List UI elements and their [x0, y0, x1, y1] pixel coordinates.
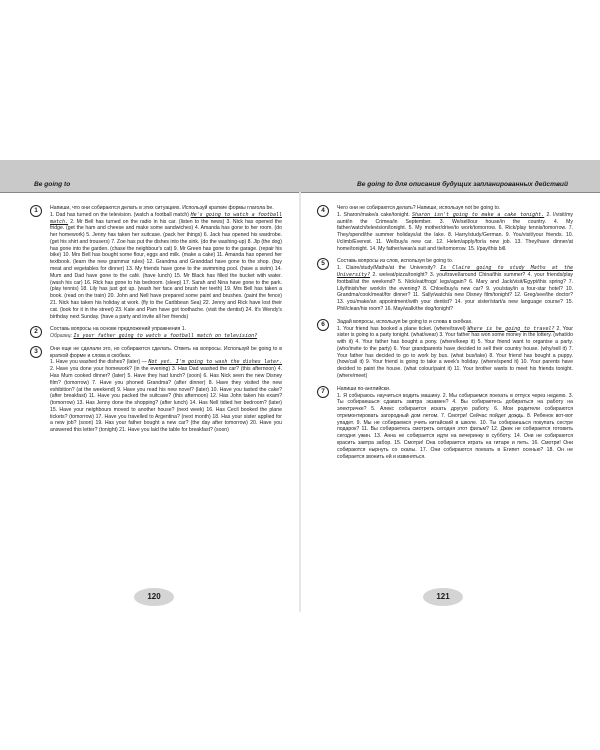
exercise-number-badge: 2 — [30, 326, 42, 338]
exercise-5 — [317, 258, 573, 312]
right-page-column — [317, 205, 573, 466]
exercise-text: 1. Have you washed the dishes? (later) — Not yet. I'm going to wash the dishes later. 2. Have you done your homework? (in the evening) 3. Has Dad washed the car? (this afternoon) 4. Has Mum cooked dinner? (later) 5. Have they had lunch? (soon) 6. Has Nick seen the new Disney film? (tomorrow) 7. Have you phoned Grandma? (after dinner) 8. Have they visited the new exhibition? (at the weekend) 9. Have you read his new novel? (later) 10. Have you tasted the cake? (after breakfast) 11. Have you packed the suitcase? (this afternoon) 12. Has John taken his exam? (tomorrow) 13. Has Jenny done the shopping? (after lunch) 14. Has Nell tidied her bedroom? (later) 15. Have your neighbours moved to another house? (next week) 16. Has Cecil booked the plane tickets? (tomorrow) 17. Have you travelled to Argentina? (next month) 18. Has your sister applied for a new job? (soon) 19. Has your father bought a new car? (the day after tomorrow) 20. Have you answered this letter? (tonight) 21. Have you laid the table for breakfast? (soon) — [50, 359, 283, 434]
exercise-number-badge: 7 — [317, 386, 329, 398]
handwritten-answer: Not yet. I'm going to wash the dishes later. — [148, 359, 283, 366]
page-number-left: 120 — [134, 588, 174, 606]
left-page-column — [30, 205, 282, 440]
exercise-instructions: Напиши по-английски. — [337, 385, 391, 392]
handwritten-answer: Is Claire going to study Maths at the University? — [337, 265, 573, 279]
exercise-4 — [317, 205, 573, 252]
exercise-text: 1. Я собираюсь научиться водить машину. 2. Мы собираемся поехать в отпуск через неделю. 3. Ты собираешься сдавать завтра экзамен? 4. Вы собираетесь добираться на работу на электричке? 5. Алекс собирается искать другую работу. 6. Мои родители собираются отремонтировать загородный дом летом. 7. Смотри! Сейчас пойдет дождь. 8. Ребенок вот-вот упадет. 9. Мы не собираемся учить китайский в школе. 10. Ты собираешься покупать сестре подарок? 11. Вы собираетесь смотреть сегодня этот фильм? 12. Джек не собирается готовить сегодня ужин. 13. Анна не собирается идти на вечеринку в субботу. 14. Они не собираются красить завтра забор. 15. Смотри! Она собирается играть на гитаре и петь. 16. Смотри! Они собираются нырнуть со скалы. 17. Они собираются поехать в Египет осенью? 18. Он не собирается звонить ей и извиняться. — [337, 392, 573, 460]
exercise-number-badge: 4 — [317, 205, 329, 217]
sample-label: Образец: — [50, 333, 74, 340]
exercise-text: 1. Claire/study/Maths/at the University? Is Claire going to study Maths at the University? 2. we/eat/pizza/tonight? 3. you/travel/around China/this summer? 4. your friends/play football/at the weekend? 5. Nick/eat/frogs' legs/again? 6. Mary and Jack/visit/Egypt/this spring? 7. Lily/finish/her work/in the evening? 8. Chloe/buy/a new car? 9. you/stay/in a four-star hotel? 10. Grandma/cook/meat/for dinner? 11. Sally/watch/a new Disney film/tonight? 12. Greg/see/the doctor? 13. you/make/an appointment/with your dentist? 14. your sister/start/a new language course? 15. Phil/clean/his room? 16. May/walk/the dog/tonight? — [337, 265, 573, 312]
exercise-instructions: Задай вопросы, используя be going to и слова в скобках. — [337, 318, 473, 325]
exercise-number-badge: 1 — [30, 205, 42, 217]
exercise-sample — [50, 333, 282, 340]
exercise-number-badge: 3 — [30, 346, 42, 358]
exercise-text: 1. Your friend has booked a plane ticket. (where/travel) Where is he going to travel? 2. Your sister is going to a party tonight. (what/wear) 3. Your father has won some money in the lottery. (what/do with it) 4. Your father has bought a pony. (where/keep it) 5. Your friend want to organise a party. (who/invite to the party) 6. Your grandparents have decided to sell their country house. (why/sell it) 7. Your father has decided to go to work by bus. (what bus/take) 8. Your friend has bought a puppy. (how/call it) 9. Your friend is going to take a week's holiday. (where/spend it) 10. Your parents have decided to paint the house. (what colour/paint it) 11. Your brother wants to meet his friends tonight. (where/meet) — [337, 325, 574, 379]
exercise-3 — [30, 346, 282, 434]
exercise-instructions: Напиши, что они собираются делать в этих ситуациях. Используй краткие формы глагола be. — [50, 205, 274, 211]
handwritten-answer: Sharon isn't going to make a cake tonight. — [412, 211, 545, 218]
left-page-header: Be going to — [34, 181, 71, 188]
exercise-instructions: Составь вопросы из слов, используя be going to. — [337, 258, 454, 265]
exercise-text: 1. Sharon/make/a cake/tonight. Sharon isn't going to make a cake tonight. 2. I/visit/my aunt/in the Crimea/in September. 3. We/sell/our house/in the country. 4. My father/watch/television/tonight. 5. My mother/drive/to work/tomorrow. 6. Rick/play tennis/tomorrow. 7. They/spend/the summer holidays/at the lake. 8. Harry/study/German. 9. You/visit/your friends. 10. I/climb/Everest. 11. We/buy/a new car. 12. Helen/apply/for/a new job. 13. They/have dinner/at home/tonight. 14. My father/wear/a suit and tie/tomorrow. 15. I/pay/this bill. — [337, 211, 573, 252]
handwritten-answer: Where is he going to travel? — [467, 325, 555, 332]
exercise-6 — [317, 319, 573, 380]
exercise-2 — [30, 326, 282, 340]
exercise-text: 1. Dad has turned on the television. (watch a football match) He's going to watch a football match. 2. Mr Bell has turned on the radio in his car. (listen to the news) 3. Nick has opened the fridge. (get the ham and cheese and make some sandwiches) 4. Amanda has gone to her room. (do her homework) 5. Jenny has taken her suitcase. (pack her things) 6. Jack has opened his wardrobe. (get his shirt and trousers) 7. Zoe has put the dishes into the sink. (do the washing-up) 8. Jip (the dog) has gone into the garden. (chase the neighbour's cat) 9. Mr Green has gone to the garage. (repair his bike) 10. Mrs Bell has bought some flour, eggs and milk. (make a cake) 11. Amanda has opened her textbook. (learn the new grammar rules) 12. Grandma and Granddad have gone to the shop. (buy meat and vegetables for dinner) 13. My friends have gone to the swimming pool. (have a swim) 14. Mum and Dad have gone to the café. (have lunch) 15. Mr Black has filled the bucket with water. (wash his car) 16. Rick has gone to his bedroom. (sleep) 17. Sarah and Nina have gone to the park. (play tennis) 18. Lily has just got up. (wash her face and brush her teeth) 19. Mrs Bell has taken a book. (read on the train) 20. John and Nell have prepared some paint and brushes. (paint the fence) 21. Nick has taken his holiday at work. (fly to the Caribbean Sea) 22. Jenny and Rick have lost their cat. (look for it in the street) 23. Kate and Pam have got toothache. (visit the dentist) 24. It's Wendy's birthday next Sunday. (have a party and invite all her friends) — [50, 211, 282, 320]
page-number-right: 121 — [423, 588, 463, 606]
exercise-number-badge: 5 — [317, 258, 329, 270]
handwritten-answer: He's going to watch a football match. — [50, 211, 282, 225]
exercise-1 — [30, 205, 282, 320]
right-page-header: Be going to для описания будущих запланированных действий — [356, 181, 568, 188]
handwritten-answer: Is your father going to watch a football match on television? — [73, 333, 258, 340]
book-gutter — [299, 192, 301, 612]
exercise-instructions: Чего они не собираются делать? Напиши, используя not be going to. — [337, 205, 501, 211]
exercise-instructions: Они еще не сделали это, но собираются сделать. Ответь на вопросы. Используй be going to в краткой форме и слова в скобках. — [50, 345, 282, 359]
exercise-instructions: Составь вопросы на основе предложений упражнения 1. — [50, 326, 187, 333]
exercise-number-badge: 6 — [317, 319, 329, 331]
exercise-7 — [317, 386, 573, 461]
